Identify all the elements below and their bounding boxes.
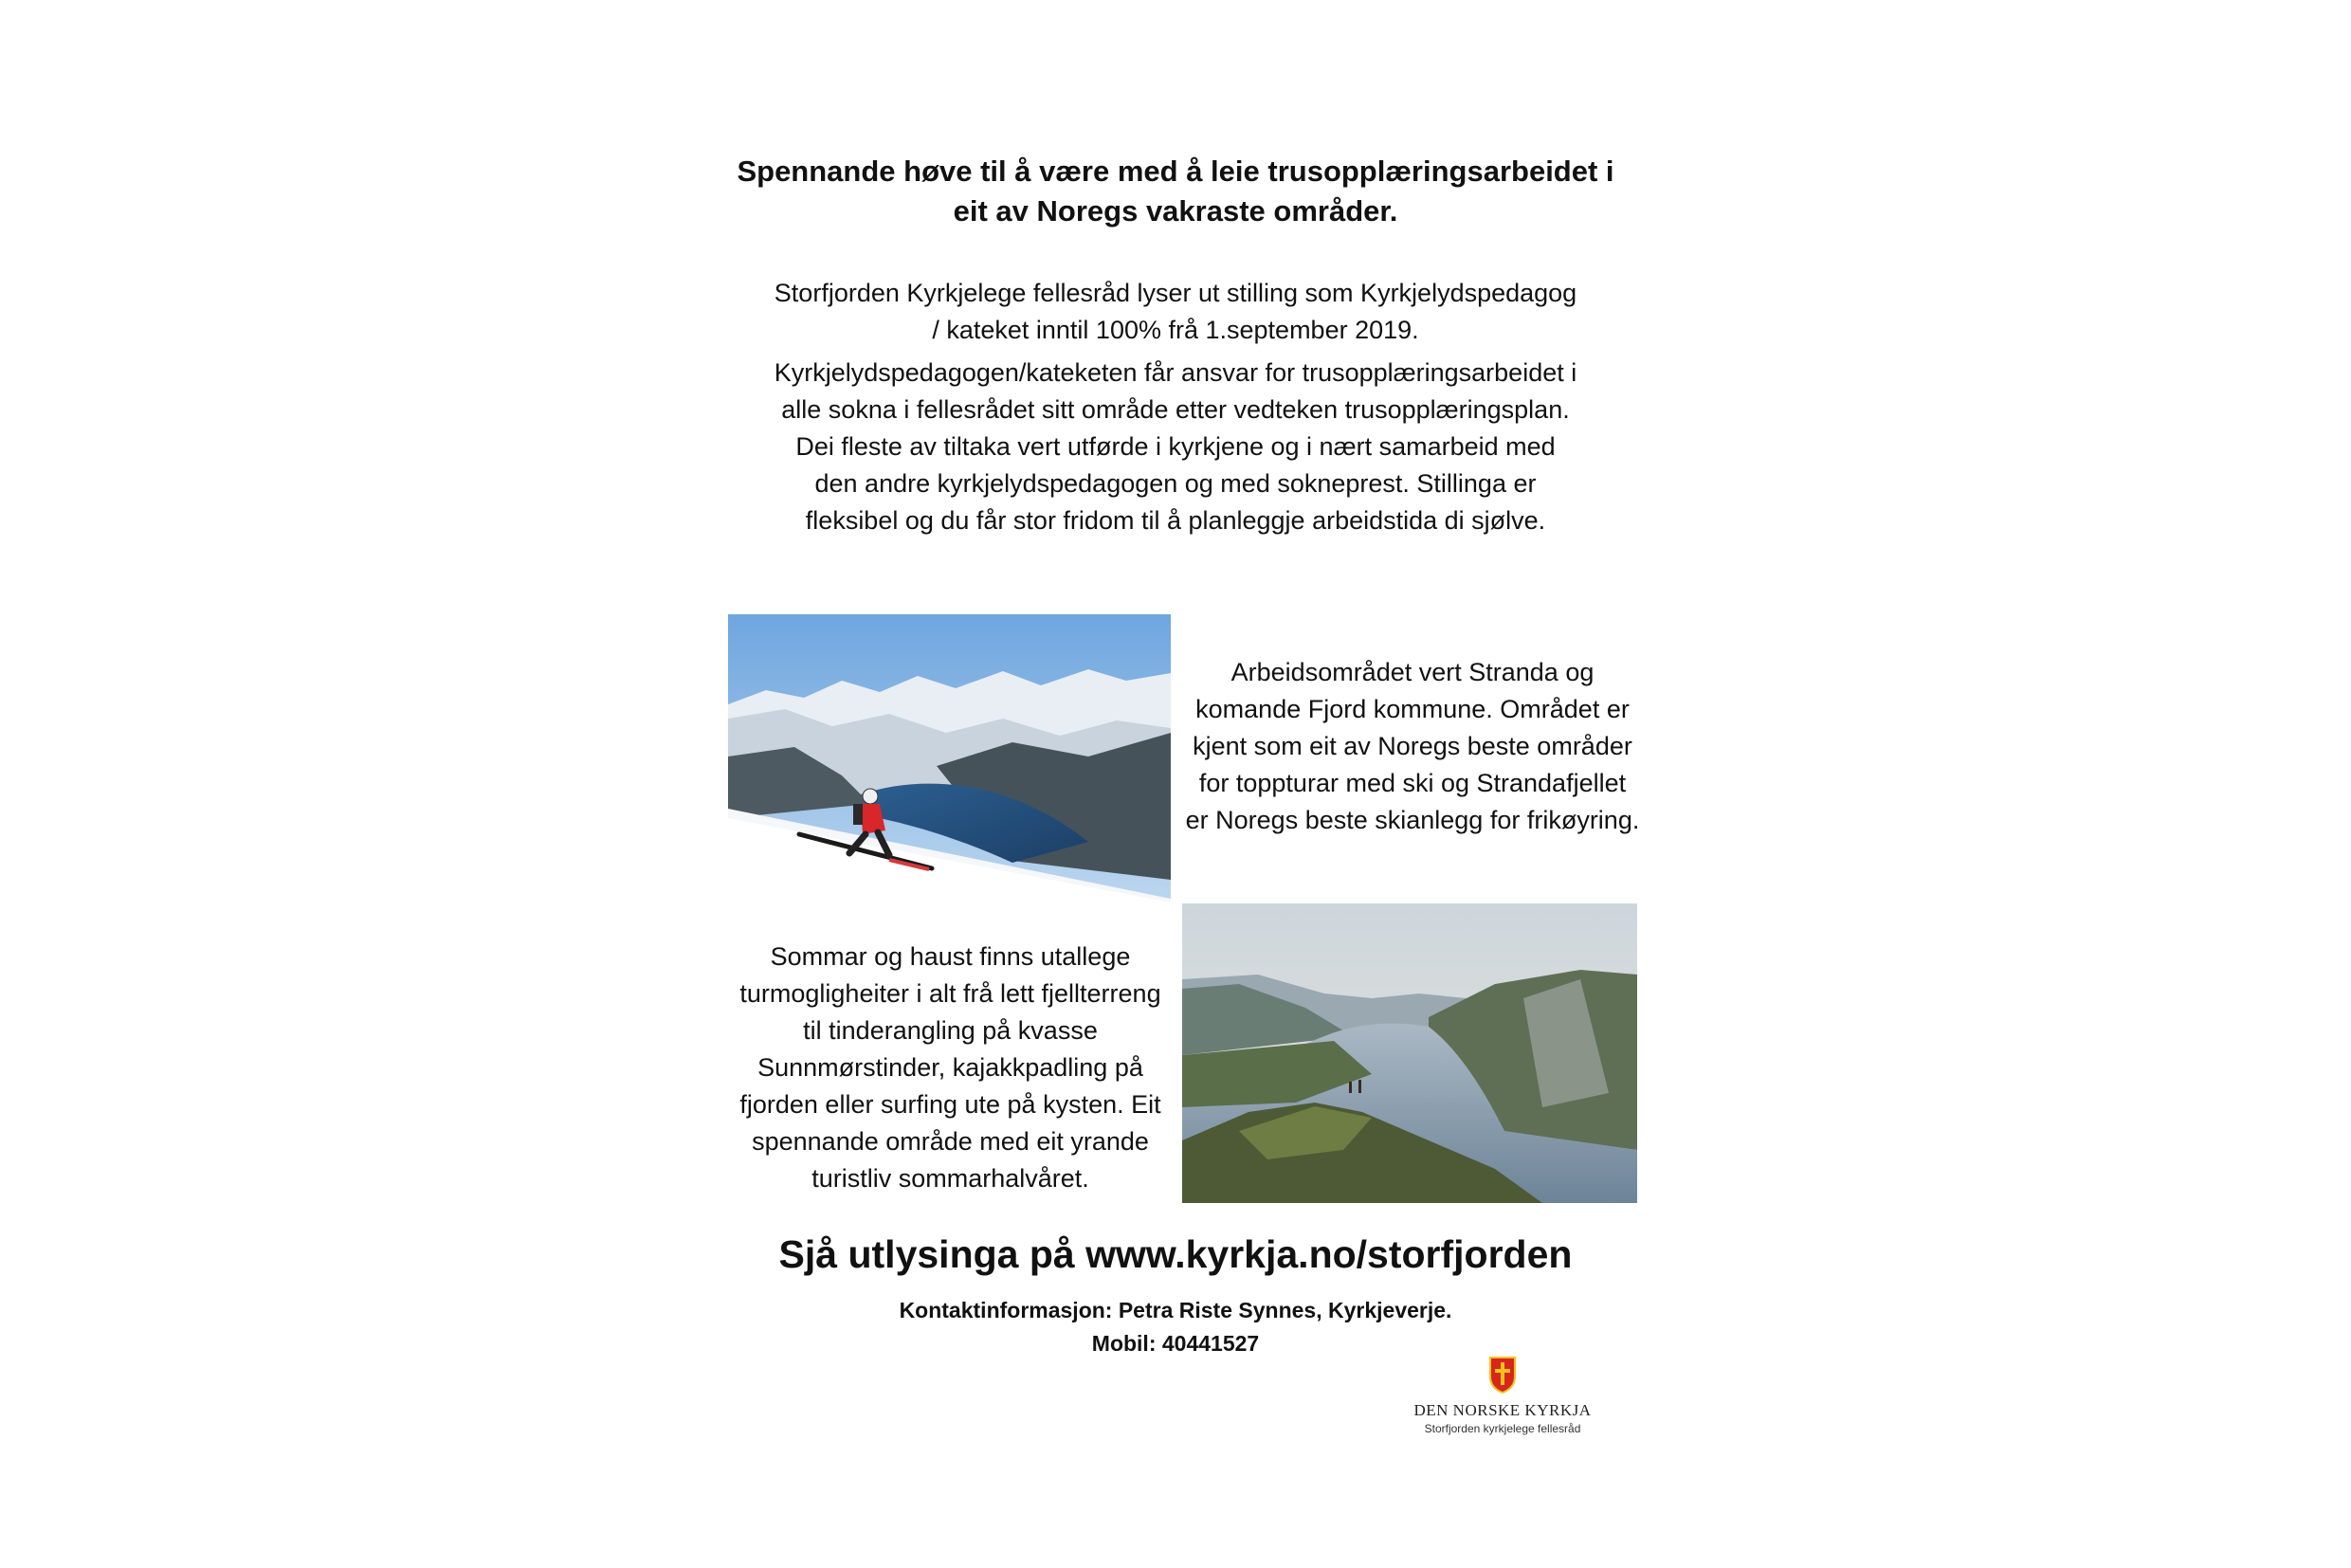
intro-paragraph-1: Storfjorden Kyrkjelege fellesråd lyser ut stilling som Kyrkjelydspedagog / kateket inntil 100% frå 1.september 2019.	[774, 279, 1577, 344]
ski-photo	[728, 614, 1171, 903]
church-logo	[1394, 1356, 1612, 1441]
area-text: Arbeidsområdet vert Stranda og komande Fjord kommune. Området er kjent som eit av Noregs beste områder for toppturar med ski og Strandafjellet er Noregs beste skianlegg for frikøyring.	[1185, 658, 1640, 834]
headline-line-1: Spennande høve til å være med å leie trusopplæringsarbeidet i	[737, 155, 1614, 188]
logo-name: DEN NORSKE KYRKJA	[1413, 1401, 1592, 1419]
headline-line-2: eit av Noregs vakraste områder.	[953, 194, 1398, 228]
contact-name: Kontaktinformasjon: Petra Riste Synnes, Kyrkjeverje.	[899, 1298, 1452, 1322]
fjord-photo	[1182, 903, 1637, 1203]
intro-paragraph-2: Kyrkjelydspedagogen/kateketen får ansvar for trusopplæringsarbeidet i alle sokna i fellesrådet sitt område etter vedteken trusopplæringsplan. Dei fleste av tiltaka vert utførde i kyrkjene og i nært samarbeid med den andre kyrkjelydspedagogen og med sokneprest. Stillinga er fleksibel og du får stor fridom til å planleggje arbeidstida di sjølve.	[774, 358, 1577, 535]
headline	[720, 152, 1631, 231]
church-shield-icon	[1488, 1356, 1517, 1394]
logo-subtitle: Storfjorden kyrkjelege fellesråd	[1424, 1422, 1581, 1435]
summer-text: Sommar og haust finns utallege turmogligheiter i alt frå lett fjellterreng til tinderangling på kvasse Sunnmørstinder, kajakkpadling på fjorden eller surfing ute på kysten. Eit spennande område med eit yrande turistliv sommarhalvåret.	[739, 942, 1161, 1193]
cta-link-text[interactable]: Sjå utlysinga på www.kyrkja.no/storfjorden	[778, 1232, 1573, 1276]
intro-text	[773, 275, 1578, 545]
contact-info	[796, 1294, 1555, 1360]
contact-phone: Mobil: 40441527	[1091, 1331, 1260, 1356]
